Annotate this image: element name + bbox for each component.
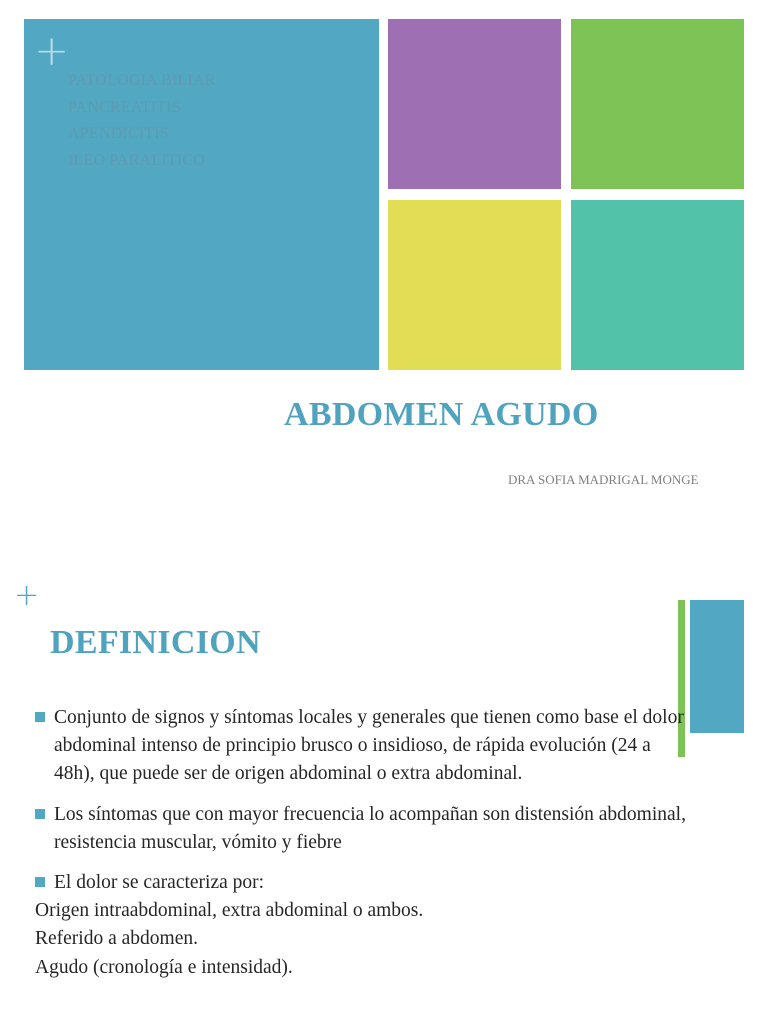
characteristic-line: Referido a abdomen. [35, 928, 198, 950]
bullet-item [35, 869, 690, 982]
green-tile [571, 19, 744, 189]
topic-item: PANCREATITIS [68, 98, 181, 116]
bullet-list [35, 704, 690, 982]
topic-list [68, 68, 216, 174]
blue-accent-bar [690, 600, 744, 733]
characteristic-line: Agudo (cronología e intensidad). [35, 956, 293, 978]
topic-item: PATOLOGIA BILIAR [68, 72, 216, 89]
author-subtitle: DRA SOFIA MADRIGAL MONGE [508, 472, 699, 487]
square-bullet-icon [35, 712, 45, 722]
topic-item: APENDICITIS [68, 125, 169, 142]
bullet-item [35, 704, 690, 789]
bullet-text: Conjunto de signos y síntomas locales y generales que tienen como base el dolor abdominal intenso de principio brusco o insidioso, de rápida evolución (24 a 48h), que puede ser de origen abdominal o extra abdominal. [54, 707, 684, 785]
definition-slide [0, 576, 768, 1024]
teal-tile [571, 200, 744, 370]
bullet-item [35, 801, 690, 857]
bullet-text: El dolor se caracteriza por: [54, 872, 265, 894]
square-bullet-icon [35, 877, 45, 887]
plus-icon: + [34, 26, 70, 75]
bullet-text: Los síntomas que con mayor frecuencia lo acompañan son distensión abdominal, resistencia muscular, vómito y fiebre [54, 803, 686, 853]
purple-tile [388, 19, 561, 189]
characteristic-line: Origen intraabdominal, extra abdominal o ambos. [35, 900, 424, 922]
slide-heading: DEFINICION [50, 624, 261, 661]
yellow-tile [388, 200, 561, 370]
topic-item: ILEO PARALITICO [68, 151, 206, 169]
plus-icon: + [14, 578, 40, 613]
slide-title: ABDOMEN AGUDO [284, 396, 599, 433]
square-bullet-icon [35, 809, 45, 819]
